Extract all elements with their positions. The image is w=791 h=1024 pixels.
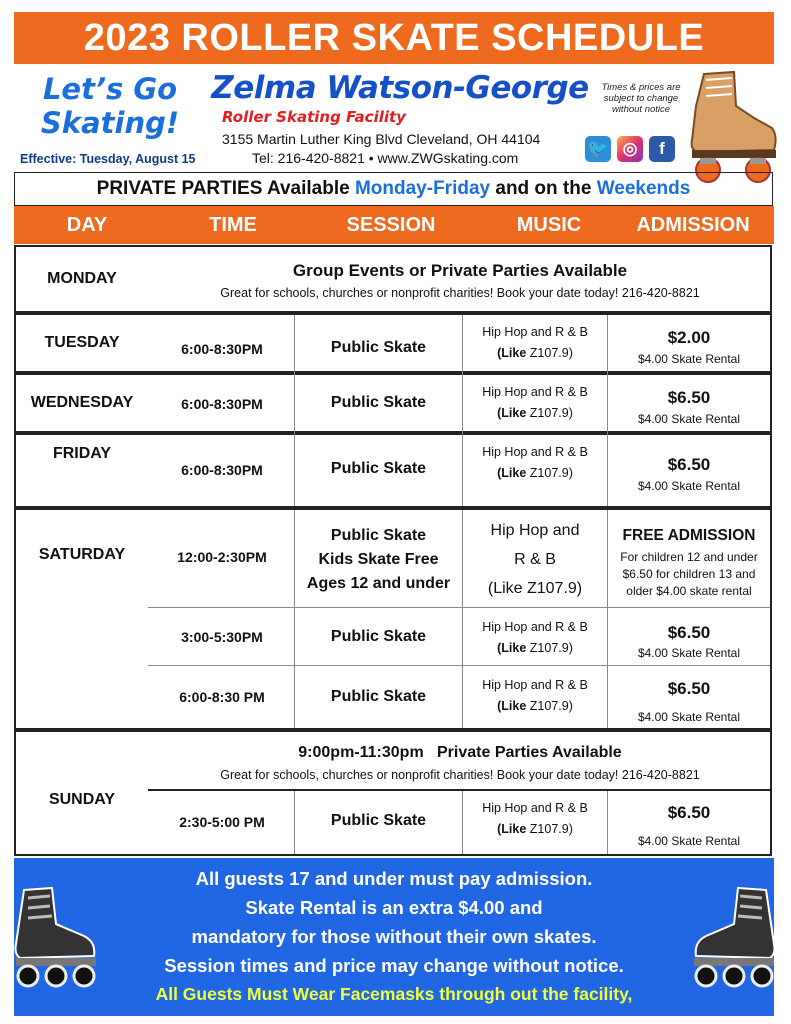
music-tuesday bbox=[463, 322, 607, 364]
session-tuesday: Public Skate bbox=[330, 339, 427, 356]
music-station: (Like Z107.9) bbox=[497, 641, 573, 655]
late-private-parties-heading: 9:00pm-11:30pm Private Parties Available bbox=[298, 744, 622, 761]
rental-friday: $4.00 Skate Rental bbox=[637, 479, 741, 493]
music-wednesday bbox=[463, 382, 607, 424]
rental-tuesday: $4.00 Skate Rental bbox=[637, 352, 741, 366]
facility-contact: Tel: 216-420-8821 • www.ZWGskating.com bbox=[252, 150, 519, 166]
time-saturday-3: 6:00-8:30 PM bbox=[179, 689, 265, 705]
time-saturday-1: 12:00-2:30PM bbox=[177, 549, 267, 565]
private-parties-weekends: Weekends bbox=[596, 178, 691, 199]
admission-line: older $4.00 skate rental bbox=[626, 584, 752, 598]
price-sunday: $6.50 bbox=[667, 803, 711, 822]
music-line: R & B bbox=[514, 551, 556, 568]
column-time: TIME bbox=[209, 214, 257, 236]
day-tuesday: TUESDAY bbox=[44, 334, 120, 351]
facility-name: Zelma Watson-George bbox=[211, 70, 589, 106]
admission-line: $6.50 for children 13 and bbox=[622, 567, 756, 581]
rental-saturday-2: $4.00 Skate Rental bbox=[637, 646, 741, 660]
inline-skate-left-icon bbox=[6, 884, 102, 988]
price-change-note: Times & prices are subject to change without notice bbox=[601, 82, 681, 115]
session-saturday-1 bbox=[295, 524, 462, 596]
day-monday: MONDAY bbox=[47, 270, 117, 287]
music-station: (Like Z107.9) bbox=[497, 466, 573, 480]
tagline-line-2: Skating! bbox=[40, 106, 180, 140]
session-line: Kids Skate Free bbox=[318, 551, 439, 568]
day-sunday: SUNDAY bbox=[48, 791, 116, 808]
music-genre: Hip Hop and R & B bbox=[482, 445, 588, 459]
music-line: (Like Z107.9) bbox=[487, 580, 583, 597]
late-private-parties-detail: Great for schools, churches or nonprofit charities! Book your date today! 216-420-8821 bbox=[220, 768, 700, 782]
price-tuesday: $2.00 bbox=[667, 328, 711, 347]
session-line: Ages 12 and under bbox=[306, 575, 451, 592]
music-saturday-1 bbox=[463, 516, 607, 603]
column-music: MUSIC bbox=[516, 214, 582, 236]
rental-wednesday: $4.00 Skate Rental bbox=[637, 412, 741, 426]
private-parties-text: PRIVATE PARTIES Available bbox=[96, 178, 355, 199]
admission-saturday-1-detail bbox=[608, 549, 770, 600]
facility-address: 3155 Martin Luther King Blvd Cleveland, OH 44104 bbox=[222, 131, 541, 147]
footer-line-5: All Guests Must Wear Facemasks through out the facility, bbox=[155, 984, 633, 1004]
column-session: SESSION bbox=[346, 214, 436, 236]
private-parties-connector: and on the bbox=[490, 178, 597, 199]
price-friday: $6.50 bbox=[667, 455, 711, 474]
music-station: (Like Z107.9) bbox=[497, 406, 573, 420]
rental-sunday: $4.00 Skate Rental bbox=[637, 834, 741, 848]
day-saturday: SATURDAY bbox=[38, 546, 126, 563]
music-station: (Like Z107.9) bbox=[497, 822, 573, 836]
music-saturday-2 bbox=[463, 617, 607, 659]
session-line: Public Skate bbox=[330, 527, 427, 544]
music-station: (Like Z107.9) bbox=[497, 346, 573, 360]
time-wednesday: 6:00-8:30PM bbox=[181, 396, 263, 412]
day-friday: FRIDAY bbox=[52, 445, 112, 462]
roller-skate-icon bbox=[684, 66, 780, 186]
private-parties-banner bbox=[14, 172, 773, 206]
music-sunday bbox=[463, 798, 607, 840]
music-genre: Hip Hop and R & B bbox=[482, 385, 588, 399]
lets-go-skating-tagline bbox=[20, 72, 200, 140]
tagline-line-1: Let’s Go bbox=[42, 72, 178, 106]
price-wednesday: $6.50 bbox=[667, 388, 711, 407]
admission-line: For children 12 and under bbox=[620, 550, 758, 564]
private-parties-weekdays: Monday-Friday bbox=[354, 178, 491, 199]
twitter-icon[interactable]: 🐦 bbox=[585, 136, 611, 162]
schedule-title: 2023 ROLLER SKATE SCHEDULE bbox=[14, 12, 774, 64]
music-station: (Like Z107.9) bbox=[497, 699, 573, 713]
footer-notice bbox=[14, 858, 774, 1016]
footer-line-1: All guests 17 and under must pay admission. bbox=[195, 868, 593, 889]
time-tuesday: 6:00-8:30PM bbox=[181, 341, 263, 357]
session-saturday-3: Public Skate bbox=[330, 688, 427, 705]
session-sunday: Public Skate bbox=[330, 812, 427, 829]
session-friday: Public Skate bbox=[330, 460, 427, 477]
music-friday bbox=[463, 442, 607, 484]
music-line: Hip Hop and bbox=[490, 522, 580, 539]
facebook-icon[interactable]: f bbox=[649, 136, 675, 162]
time-saturday-2: 3:00-5:30PM bbox=[181, 629, 263, 645]
footer-line-2: Skate Rental is an extra $4.00 and bbox=[245, 897, 543, 918]
session-saturday-2: Public Skate bbox=[330, 628, 427, 645]
footer-line-4: Session times and price may change without notice. bbox=[164, 955, 624, 976]
time-sunday: 2:30-5:00 PM bbox=[179, 814, 265, 830]
column-day: DAY bbox=[66, 214, 108, 236]
price-saturday-3: $6.50 bbox=[667, 679, 711, 698]
facility-type: Roller Skating Facility bbox=[222, 108, 406, 126]
time-friday: 6:00-8:30PM bbox=[181, 462, 263, 478]
session-wednesday: Public Skate bbox=[330, 394, 427, 411]
rental-saturday-3: $4.00 Skate Rental bbox=[637, 710, 741, 724]
price-saturday-2: $6.50 bbox=[667, 623, 711, 642]
music-saturday-3 bbox=[463, 675, 607, 717]
monday-heading: Group Events or Private Parties Available bbox=[292, 261, 628, 280]
music-genre: Hip Hop and R & B bbox=[482, 620, 588, 634]
effective-date: Effective: Tuesday, August 15 bbox=[20, 152, 196, 166]
music-genre: Hip Hop and R & B bbox=[482, 325, 588, 339]
music-genre: Hip Hop and R & B bbox=[482, 678, 588, 692]
column-header-bar bbox=[14, 206, 774, 244]
inline-skate-right-icon bbox=[688, 884, 784, 988]
footer-line-3: mandatory for those without their own skates. bbox=[191, 926, 597, 947]
music-genre: Hip Hop and R & B bbox=[482, 801, 588, 815]
admission-saturday-1-title: FREE ADMISSION bbox=[622, 527, 756, 544]
monday-detail: Great for schools, churches or nonprofit charities! Book your date today! 216-420-8821 bbox=[220, 286, 700, 300]
instagram-icon[interactable]: ◎ bbox=[617, 136, 643, 162]
column-admission: ADMISSION bbox=[636, 214, 750, 236]
day-wednesday: WEDNESDAY bbox=[30, 394, 134, 411]
